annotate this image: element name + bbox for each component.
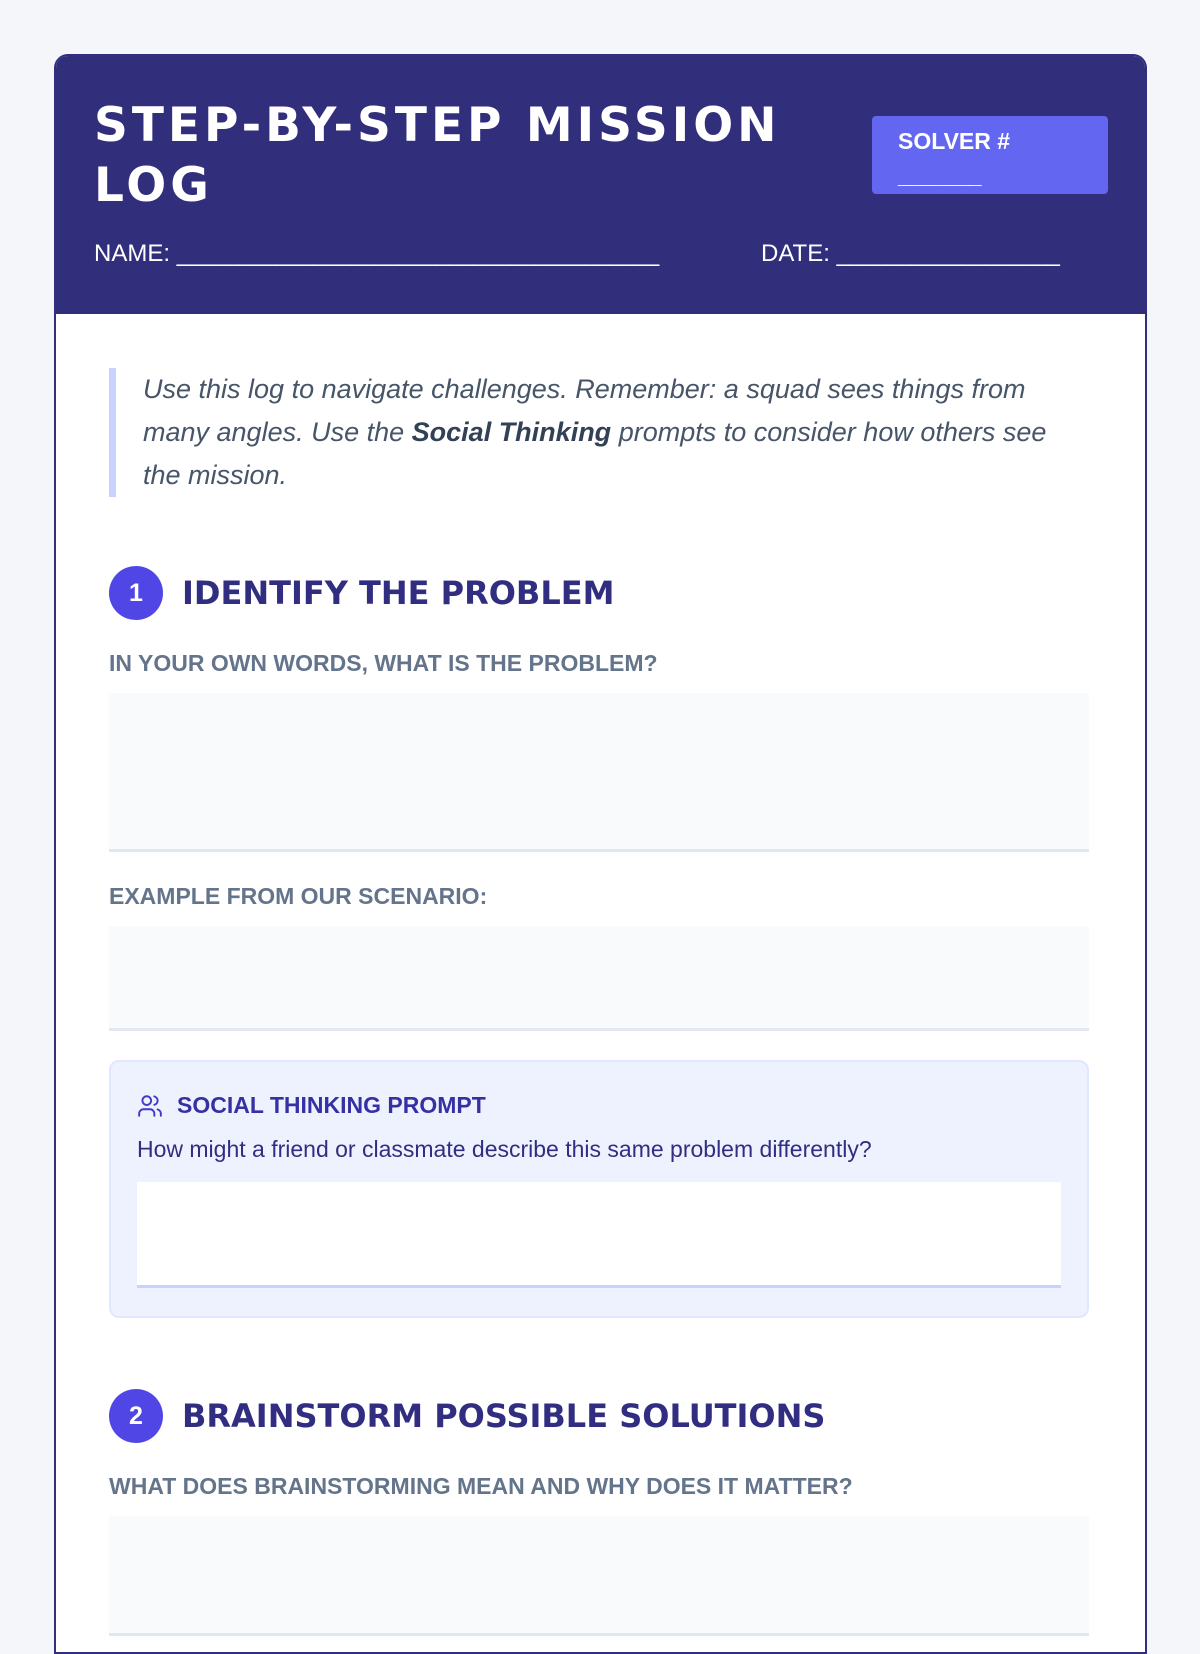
step-badge-1: 1: [109, 566, 163, 620]
section-1-title: IDENTIFY THE PROBLEM: [182, 574, 615, 612]
solver-blank: _______: [898, 162, 981, 188]
header-banner: [56, 56, 1145, 314]
social-prompt-answer-box[interactable]: [137, 1182, 1061, 1288]
intro-instructions: [109, 368, 1081, 497]
intro-emphasis: Social Thinking: [411, 417, 612, 447]
mission-log-card: [54, 54, 1147, 1654]
solver-number-field[interactable]: [872, 116, 1108, 194]
name-blank: _______________________________________: [176, 240, 659, 267]
problem-answer-box[interactable]: [109, 693, 1089, 852]
social-prompt-title: SOCIAL THINKING PROMPT: [177, 1092, 486, 1118]
page-title: STEP-BY-STEP MISSION LOG: [94, 98, 781, 213]
question-label: WHAT DOES BRAINSTORMING MEAN AND WHY DOES IT MATTER?: [109, 1473, 853, 1499]
solver-label: SOLVER #: [898, 128, 1011, 154]
brainstorm-answer-box[interactable]: [109, 1516, 1089, 1636]
date-blank: __________________: [836, 240, 1059, 267]
question-label: IN YOUR OWN WORDS, WHAT IS THE PROBLEM?: [109, 650, 658, 676]
question-label: EXAMPLE FROM OUR SCENARIO:: [109, 883, 488, 909]
social-thinking-prompt-card: [109, 1060, 1089, 1318]
section-2-title: BRAINSTORM POSSIBLE SOLUTIONS: [182, 1397, 826, 1435]
name-field[interactable]: [94, 240, 658, 268]
intro-text-before: Use this log to navigate challenges. Remember: a squad sees things from many angles. Use the: [143, 374, 1026, 447]
intro-text-after: prompts to consider how others see the mission.: [143, 417, 1047, 490]
scenario-example-answer-box[interactable]: [109, 926, 1089, 1031]
name-label: NAME:: [94, 240, 171, 267]
social-prompt-question: How might a friend or classmate describe this same problem differently?: [137, 1136, 872, 1162]
date-label: DATE:: [761, 240, 830, 267]
date-field[interactable]: [761, 240, 1059, 268]
step-badge-2: 2: [109, 1389, 163, 1443]
users-icon: [137, 1093, 163, 1119]
